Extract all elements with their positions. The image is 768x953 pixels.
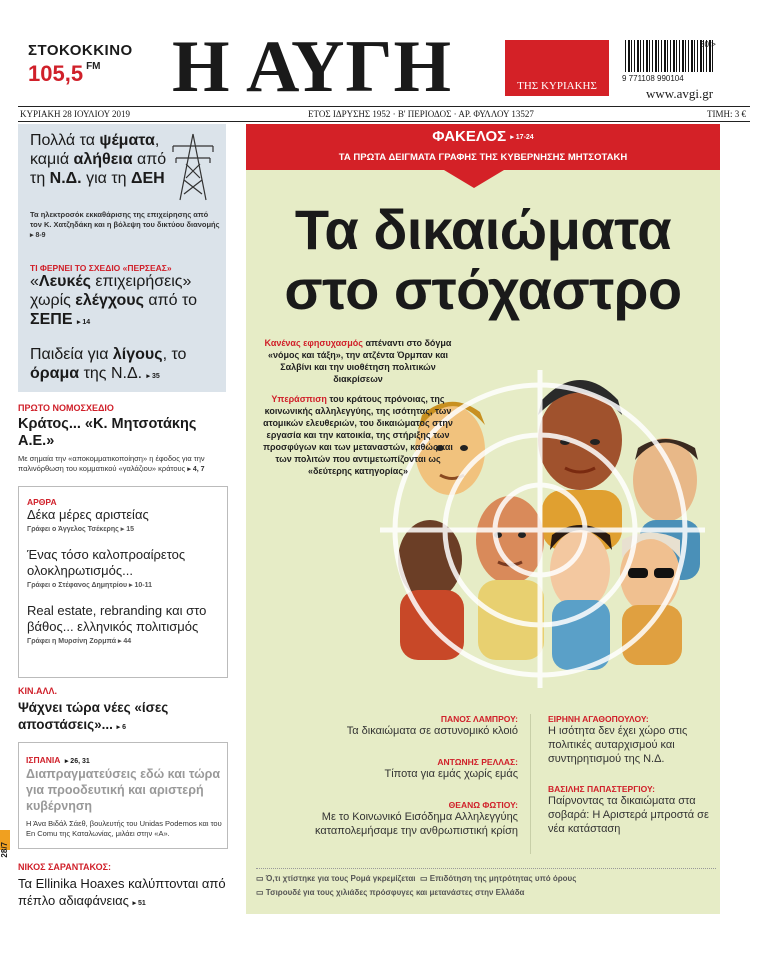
page-reference: ▸ 6 [116,724,126,731]
website-link[interactable]: www.avgi.gr [646,86,714,101]
lead-emphasis: ΣΕΠΕ [30,311,73,328]
lead-text: Πολλά τα [30,132,100,149]
feature-kicker-label: ΦΑΚΕΛΟΣ [432,128,507,145]
spain-headline[interactable]: Διαπραγματεύσεις εδώ και τώρα για προοδευτική και αριστερή κυβέρνηση [26,767,221,813]
feature-body [258,337,458,477]
page-reference: ▸ 26, 31 [64,758,90,765]
opinion-item[interactable] [27,603,222,645]
lead-emphasis: Λευκές [38,273,91,290]
body-text: απέναντι στο δόγμα «νόμος και τάξη», την ατζέντα Όρμπαν και Σαλβίνι και την υιοθέτηση πολιτικών διακρίσεων [267,338,452,384]
lead-emphasis: αλήθεια [73,151,133,168]
barcode-number: 9 771108 990104 [622,74,684,83]
feature-kicker [246,128,720,145]
story-text: Με σημαία την «αποκομματικοποίηση» η έφοδος για την παλινόρθωση του κομματικού «γαλάζιου» κράτους [18,454,205,473]
story-bill[interactable] [18,403,228,475]
folder-icon: ▭ [256,874,264,883]
opinion-item[interactable] [27,547,222,589]
lead-emphasis: Ν.Δ. [49,170,82,187]
byline-author: ΠΑΝΟΣ ΛΑΜΠΡΟΥ: [440,714,518,724]
lead-text: της Ν.Δ. [79,365,143,382]
lead-text: , το [162,346,187,363]
story-kinal[interactable] [18,686,228,736]
byline-item[interactable] [548,784,718,836]
page-reference: ▸ 17-24 [510,134,534,142]
opinion-item[interactable] [27,507,222,533]
page-reference: ▸ 44 [117,638,132,645]
byline-item[interactable] [256,714,518,738]
story-kicker: ΠΡΩΤΟ ΝΟΜΟΣΧΕΔΙΟ [18,403,114,413]
lead-emphasis: ελέγχους [75,292,144,309]
folder-icon: ▭ [256,888,264,897]
body-emphasis: Υπεράσπιση [271,394,327,404]
lead-text: επιχειρήσεις» χωρίς [30,273,192,309]
edition-badge [505,40,609,96]
byline-title: Η ισότητα δεν έχει χώρο στις πολιτικές αυταρχισμού και συντηρητισμού της Ν.Δ. [548,725,688,765]
banner-pointer [444,170,504,188]
byline-author: ΕΙΡΗΝΗ ΑΓΑΘΟΠΟΥΛΟΥ: [548,714,649,724]
lead-text: , καμιά [30,132,160,168]
byline-author: ΘΕΑΝΩ ΦΩΤΙΟΥ: [448,800,518,810]
spain-text: Η Άνα Βιδάλ Σάεθ, βουλευτής του Unidas Podemos και του En Comu της Καταλωνίας, μιλάει στην «Α». [26,819,222,838]
opinion-title: Real estate, rebranding και στο βάθος... ελληνικός πολιτισμός [27,603,207,634]
byline-title: Με το Κοινωνικό Εισόδημα Αλληλεγγύης καταπολεμήσαμε την ανθρωπιστική κρίση [314,811,518,837]
story-headline: Κράτος... «Κ. Μητσοτάκης Α.Ε.» [18,416,197,449]
lead-dei-summary [30,210,220,241]
edition-label: ΤΗΣ ΚΥΡΙΑΚΗΣ [517,80,597,92]
lead-emphasis: ψέματα [99,132,155,149]
spain-kicker: ΙΣΠΑΝΙΑ [26,755,61,765]
lead-dei[interactable] [30,131,170,188]
lead-emphasis: λίγους [112,346,163,363]
main-headline-line: στο στόχαστρο [284,258,682,321]
opinion-title: Δέκα μέρες αριστείας [27,507,149,522]
page-reference: ▸ 10-11 [129,582,153,589]
folder-icon: ▭ [419,874,428,883]
radio-frequency: 105,5 [28,61,84,86]
radio-band: FM [86,61,101,72]
dateline-bar [18,106,750,122]
page-reference: ▸ 8-9 [30,232,46,239]
byline-title: Παίρνοντας τα δικαιώματα στα σοβαρά: Η Αριστερά μπροστά σε νέα κατάσταση [548,795,709,835]
page-reference: ▸ 51 [132,900,146,907]
byline-author: ΑΝΤΩΝΗΣ ΡΕΛΛΑΣ: [437,757,518,767]
page-reference: ▸ 35 [146,373,160,380]
price: ΤΙΜΗ: 3 € [707,109,746,119]
radio-ad [28,42,140,87]
story-kicker: ΚΙΝ.ΑΛΛ. [18,686,58,696]
body-emphasis: Κανένας εφησυχασμός [264,338,363,348]
byline-title: Τίποτα για εμάς χωρίς εμάς [384,768,518,780]
page-reference: ▸ 15 [120,526,134,533]
footer-link[interactable]: Ό,τι χτίστηκε για τους Ρομά γκρεμίζεται [265,874,416,883]
body-text: του κράτους πρόνοιας, της κοινωνικής αλληλεγγύης, της ισότητας, των ατομικών ελευθεριών, του δικαιώματος στην εργασία και την κατοικία, της στήριξης των προσφύγων και των μεταναστών, καθώς και των πολιτών που αντιμετωπίζονται ως «δεύτερης κατηγορίας» [263,394,453,476]
byline-item[interactable] [548,714,718,766]
byline-author: ΒΑΣΙΛΗΣ ΠΑΠΑΣΤΕΡΓΙΟΥ: [548,784,655,794]
page-reference: ▸ 14 [76,319,91,326]
main-headline-line: Τα δικαιώματα [294,198,672,261]
opinion-title: Ένας τόσο καλοπροαίρετος ολοκληρωτισμός... [27,547,186,578]
byline-title: Τα δικαιώματα σε αστυνομικό κλοιό [346,725,518,737]
lead-text: « [30,273,39,290]
lead-text: από τη [30,151,167,187]
lead-education[interactable] [30,345,220,386]
page-reference: ▸ 4, 7 [187,466,205,473]
power-pylon-icon [168,132,218,202]
opinion-box [18,486,228,678]
opinion-kicker: ΑΡΘΡΑ [27,497,57,507]
radio-name: ΣΤΟΚΟΚΚΙΝΟ [28,42,133,59]
byline-item[interactable] [256,757,518,781]
lead-text: για τη [81,170,131,187]
kicker-perseas: ΤΙ ΦΕΡΝΕΙ ΤΟ ΣΧΕΔΙΟ «ΠΕΡΣΕΑΣ» [30,263,172,273]
lead-emphasis: όραμα [30,365,80,382]
lead-sepe[interactable] [30,272,220,332]
byline-item[interactable] [256,800,518,838]
opinion-author: Γράφει ο Στέφανος Δημητρίου [27,582,128,589]
column-divider [530,714,531,854]
feature-subtitle: ΤΑ ΠΡΩΤΑ ΔΕΙΓΜΑΤΑ ΓΡΑΦΗΣ ΤΗΣ ΚΥΒΕΡΝΗΣΗΣ ΜΗΤΣΟΤΑΚΗ [338,152,628,163]
lead-text: από το [143,292,198,309]
newspaper-logo: Η ΑΥΓΗ [172,26,453,108]
story-headline: Ψάχνει τώρα νέες «ίσες αποστάσεις»... [18,700,169,732]
summary-text: Τα ηλεκτροσόκ εκκαθάρισης της επιχείρησης από τον Κ. Χατζηδάκη και η βόλεψη του δικτύου διανομής [30,210,220,229]
feature-footer-links [256,868,716,900]
footer-link[interactable]: Τσιρουδέ για τους χιλιάδες πρόσφυγες και μετανάστες στην Ελλάδα [265,888,525,897]
lead-emphasis: ΔΕΗ [130,170,165,187]
story-hoaxes[interactable] [18,862,238,912]
opinion-author: Γράφει ο Άγγελος Τσέκερης [27,526,119,533]
side-tab-date: 28/7 [0,842,9,858]
issue-date: ΚΥΡΙΑΚΗ 28 ΙΟΥΛΙΟΥ 2019 [20,109,131,119]
publication-info: ΕΤΟΣ ΙΔΡΥΣΗΣ 1952 · Β' ΠΕΡΙΟΔΟΣ · ΑΡ. ΦΥΛΛΟΥ 13527 [308,109,534,119]
footer-link[interactable]: Επιδότηση της μητρότητας υπό όρους [429,874,577,883]
issue-code: 30 > [700,40,716,49]
story-kicker: ΝΙΚΟΣ ΣΑΡΑΝΤΑΚΟΣ: [18,862,112,872]
main-headline[interactable] [246,200,720,320]
lead-text: Παιδεία για [30,346,113,363]
story-text: Τα Ellinika Hoaxes καλύπτονται από πέπλο αδιαφάνειας [18,876,226,908]
opinion-author: Γράφει η Μυρσίνη Ζορμπά [27,638,116,645]
